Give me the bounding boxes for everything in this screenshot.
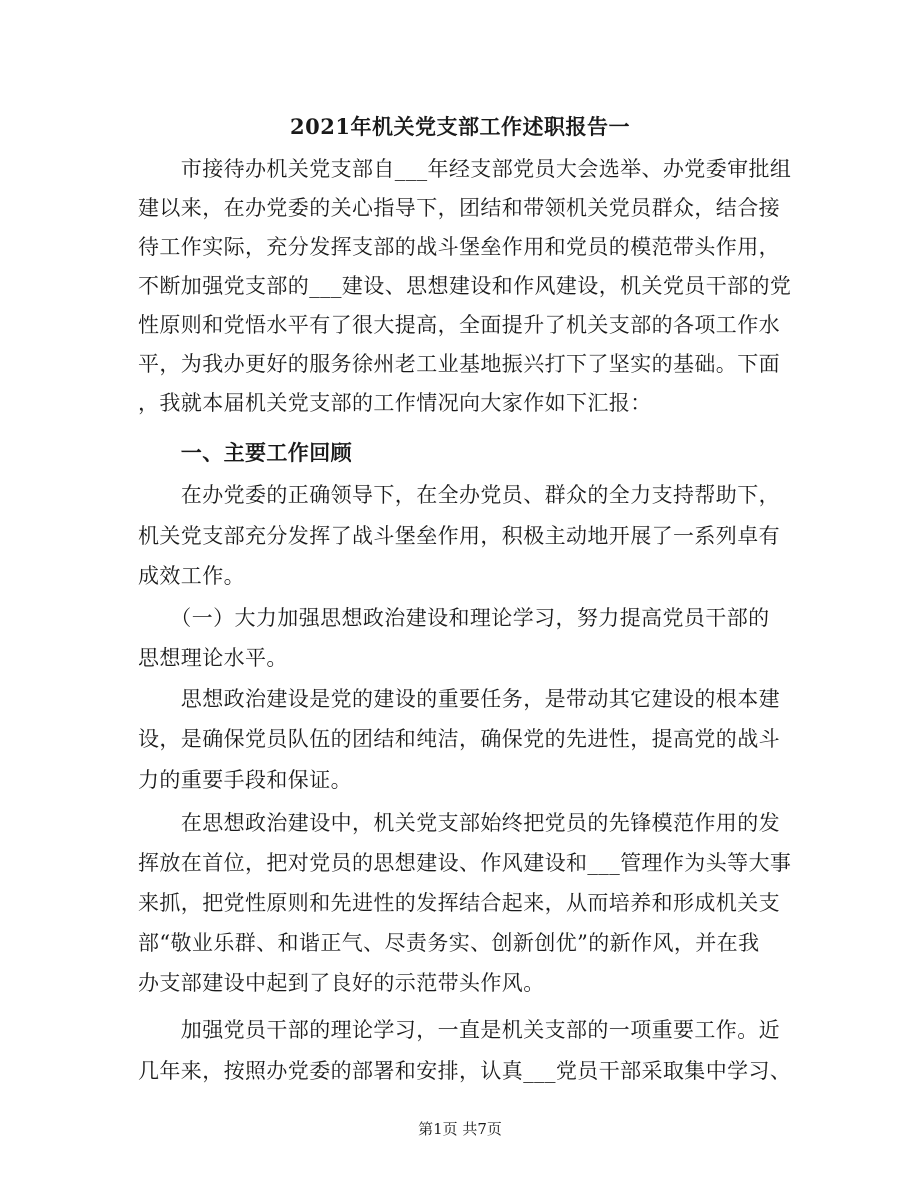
subsection-heading: （一）大力加强思想政治建设和理论学习，努力提高党员干部的 xyxy=(138,606,770,630)
paragraph-line: 办支部建设中起到了良好的示范带头作风。 xyxy=(138,971,545,995)
paragraph-line: 平，为我办更好的服务徐州老工业基地振兴打下了坚实的基础。下面 xyxy=(138,352,780,376)
paragraph-line: ，我就本届机关党支部的工作情况向大家作如下汇报： xyxy=(138,391,652,415)
paragraph-line: 待工作实际，充分发挥支部的战斗堡垒作用和党员的模范带头作用， xyxy=(138,235,780,259)
paragraph-line: 几年来，按照办党委的部署和安排，认真___党员干部采取集中学习、 xyxy=(138,1059,792,1083)
paragraph-line: 不断加强党支部的___建设、思想建设和作风建设，机关党员干部的党 xyxy=(138,274,792,298)
paragraph-line: 加强党员干部的理论学习，一直是机关支部的一项重要工作。近 xyxy=(138,1018,780,1042)
paragraph-line: 机关党支部充分发挥了战斗堡垒作用，积极主动地开展了一系列卓有 xyxy=(138,524,780,548)
paragraph-line: 来抓，把党性原则和先进性的发挥结合起来，从而培养和形成机关支 xyxy=(138,891,780,915)
paragraph-line: 性原则和党悟水平有了很大提高，全面提升了机关支部的各项工作水 xyxy=(138,313,780,337)
section-heading: 一、主要工作回顾 xyxy=(138,440,352,465)
paragraph-line: 成效工作。 xyxy=(138,564,245,588)
paragraph-line: 在思想政治建设中，机关党支部始终把党员的先锋模范作用的发 xyxy=(138,811,780,835)
paragraph-line: 部“敬业乐群、和谐正气、尽责务实、创新创优”的新作风，并在我 xyxy=(138,931,760,955)
paragraph-line: 思想政治建设是党的建设的重要任务，是带动其它建设的根本建 xyxy=(138,687,780,711)
paragraph-line: 建以来，在办党委的关心指导下，团结和带领机关党员群众，结合接 xyxy=(138,196,780,220)
paragraph-line: 挥放在首位，把对党员的思想建设、作风建设和___管理作为头等大事 xyxy=(138,851,792,875)
paragraph-line: 设，是确保党员队伍的团结和纯洁，确保党的先进性，提高党的战斗 xyxy=(138,727,780,751)
paragraph-line: 力的重要手段和保证。 xyxy=(138,768,352,792)
page-number-footer: 第1页 共7页 xyxy=(418,1120,502,1138)
subsection-heading: 思想理论水平。 xyxy=(138,646,288,670)
paragraph-line: 市接待办机关党支部自___年经支部党员大会选举、办党委审批组 xyxy=(138,157,792,181)
document-title: 2021年机关党支部工作述职报告一 xyxy=(290,114,630,139)
paragraph-line: 在办党委的正确领导下，在全办党员、群众的全力支持帮助下， xyxy=(138,483,780,507)
